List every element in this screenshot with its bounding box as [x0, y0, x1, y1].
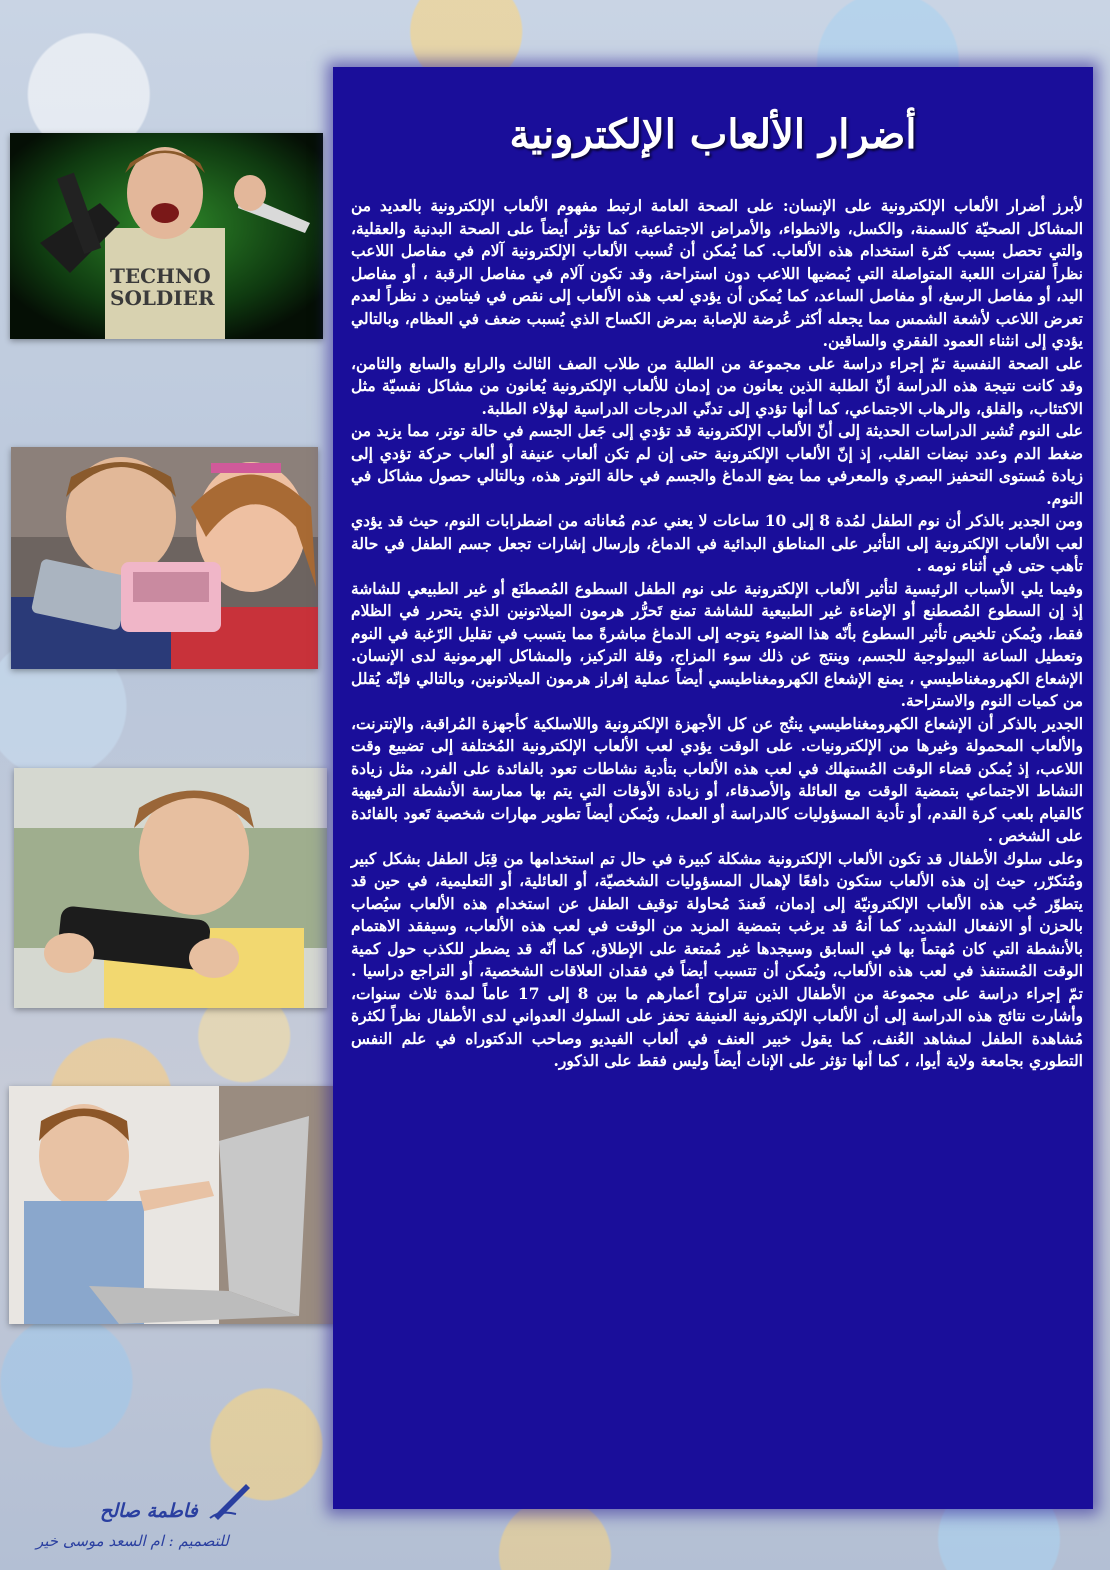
signature-name: فاطمة صالح [100, 1500, 198, 1522]
photo-children-playing-handheld [11, 447, 318, 669]
signature-block [36, 1480, 256, 1560]
paragraph-mental-health: على الصحة النفسية تمّ إجراء دراسة على مجموعة من الطلبة من طلاب الصف الثالث والرابع والسابع والثامن، وقد كانت نتيجة هذه الدراسة أنّ الطلبة الذين يعانون من إدمان للألعاب الإلكترونية يُعانون من مشاكل نفسيّة مثل الاكتئاب، والقلق، والرهاب الاجتماعي، كما أنها تؤدي إلى تدنّي الدرجات الدراسية لهؤلاء الطلبة. [351, 353, 1083, 418]
pen-icon [206, 1480, 254, 1520]
paragraph-sleep-causes: وفيما يلي الأسباب الرئيسية لتأثير الألعاب الإلكترونية على نوم الطفل السطوع المُصطنَع أو غير الطبيعي للشاشة إذ إن السطوع المُصطنع أو الإضاءة غير الطبيعية للشاشة تمنع تَحرُّر هرمون الميلاتونين الذي يتحرر في الظلام فقط، ويُمكن تلخيص تأثير السطوع بأنّه هذا الضوء يتوجه إلى الدماغ مباشرةً مما يتسبب في تقليل الرّغبة في النوم وتعطيل الساعة البيولوجية للجسم، وينتج عن ذلك سوء المزاج، وقلة التركيز، والمشاكل الهرمونية لدى الإنسان. الإشعاع الكهرومغناطيسي ، يمنع الإشعاع الكهرومغناطيسي أيضاً عملية إفراز هرمون الميلاتونين، وبالتالي فإنّه يُقلل من كميات النوم والاستراحة. [351, 578, 1083, 710]
article-body [351, 195, 1083, 1073]
photo-boy-with-laptop [9, 1086, 337, 1324]
photo-boy-with-game-console [14, 768, 327, 1008]
paragraph-sleep-duration: ومن الجدير بالذكر أن نوم الطفل لمُدة 8 إلى 10 ساعات لا يعني عدم مُعاناته من اضطرابات النوم، حيث قد يؤدي لعب الألعاب الإلكترونية إلى التأثير على المناطق البدائية في الدماغ، وإرسال إشارات تجعل جسم الطفل في حالة تأهب حتى في أثناء نومه . [351, 511, 1083, 575]
article-panel [333, 67, 1093, 1509]
paragraph-behavior: وعلى سلوك الأطفال قد تكون الألعاب الإلكترونية مشكلة كبيرة في حال تم استخدامها من قِبَل الطفل بشكل كبير ومُتكرّر، حيث إن هذه الألعاب ستكون دافعًا لإهمال المسؤوليات الشخصيّة، أو العائلية، أو التعليمية، في حين قد يتطوّر حُب هذه الألعاب الإلكترونيّة إلى إدمان، فَعندَ مُحاولة توقيف الطفل عن استخدام هذه الألعاب سيُصاب بالحزن أو الانفعال الشديد، كما أنهُ قد يرغب بتمضية المزيد من الوقت في لعب هذه الألعاب، وسيفقد الاهتمام بالأنشطة التي كان مُهتماً بها في السابق وسيجدها غير مُمتعة على الإطلاق، كما أنّه قد يضطر للكذب حول كمية الوقت المُستنفذ في لعب هذه الألعاب، ويُمكن أن تتسبب أيضاً في فقدان العلاقات الشخصية، أو التراجع دراسيا . تمّ إجراء دراسة على مجموعة من الأطفال الذين تتراوح أعمارهم ما بين 8 إلى 17 عاماً لمدة ثلاث سنوات، وأشارت نتائج هذه الدراسة إلى أن الألعاب الإلكترونية العنيفة تحفز على السلوك العدواني لدى الأطفال نظراً لكثرة مُشاهدة الطفل لمشاهد العُنف، كما يقول خبير العنف في ألعاب الفيديو وصاحب الدكتوراه في علم النفس التطوري بجامعة ولاية أيوا، ، كما أنها تؤثر على الإناث أيضاً وليس فقط على الذكور. [351, 848, 1083, 1070]
svg-text:SOLDIER: SOLDIER [110, 286, 215, 310]
svg-text:TECHNO: TECHNO [110, 264, 211, 288]
paragraph-sleep: على النوم تُشير الدراسات الحديثة إلى أنّ الألعاب الإلكترونية قد تؤدي إلى جَعل الجسم في حالة توتر، مما يزيد من ضغط الدم وعدد نبضات القلب، إذ إنّ الألعاب الإلكترونية حتى إن لم تكن ألعاب عنيفة أو ألعاب حركة تؤدي إلى زيادة مُستوى التحفيز البصري والمعرفي مما يضع الدماغ والجسم في حالة التوتر هذه، وبالتالي حصول مشاكل في النوم. [351, 421, 1083, 508]
paragraph-radiation-time: الجدير بالذكر أن الإشعاع الكهرومغناطيسي ينتُج عن كل الأجهزة الإلكترونية واللاسلكية كأجهزة المُراقبة، والإنترنت، والألعاب المحمولة وغيرها من الإلكترونيات. على الوقت يؤدي لعب الألعاب الإلكترونية المُختلفة إلى تضييع وقت اللاعب، إذ يُمكن قضاء الوقت المُستهلك في لعب هذه الألعاب بتأدية نشاطات تعود بالفائدة على الفرد، مثل زيادة النشاط الاجتماعي بتمضية الوقت مع العائلة والأصدقاء، أو زيادة الأوقات التي يتم بها ممارسة الأنشطة الترفيهية كالقيام بلعب كرة القدم، أو تأدية المسؤوليات كالدراسة أو العمل، ويُمكن أيضاً تطوير مهارات شخصية تَعود بالفائدة على الشخص . [351, 713, 1083, 845]
designer-credit: للتصميم : ام السعد موسى خير [36, 1532, 229, 1550]
article-title: أضرار الألعاب الإلكترونية [509, 111, 917, 158]
photo-angry-boy-with-weapons [10, 133, 323, 339]
paragraph-general-health: لأبرز أضرار الألعاب الإلكترونية على الإنسان: على الصحة العامة ارتبط مفهوم الألعاب الإلكترونية بالعديد من المشاكل الصحيّة كالسمنة، والكسل، والانطواء، والأمراض الاجتماعية، كما تؤثر أيضاً على الصحة البدنية والعقلية، والتي تحصل بسبب كثرة استخدام هذه الألعاب. كما يُمكن أن تُسبب الألعاب الإلكترونية آلام في مفاصل اللاعب نظراً لفترات اللعبة المتواصلة التي يُمضيها اللاعب دون استراحة، وقد تكون آلام في مفاصل الرقبة ، أو مفاصل اليد، أو مفاصل الرسغ، أو مفاصل الساعد، كما يُمكن أن يؤدي لعب هذه الألعاب إلى نقص في فيتامين د نظراً لعدم تعرض اللاعب لأشعة الشمس مما يجعله أكثر عُرضة للإصابة بمرض الكساح الذي يُسبب ضعف في العظام، وبالتالي يؤدي إلى انثناء العمود الفقري والساقين. [351, 196, 1083, 350]
